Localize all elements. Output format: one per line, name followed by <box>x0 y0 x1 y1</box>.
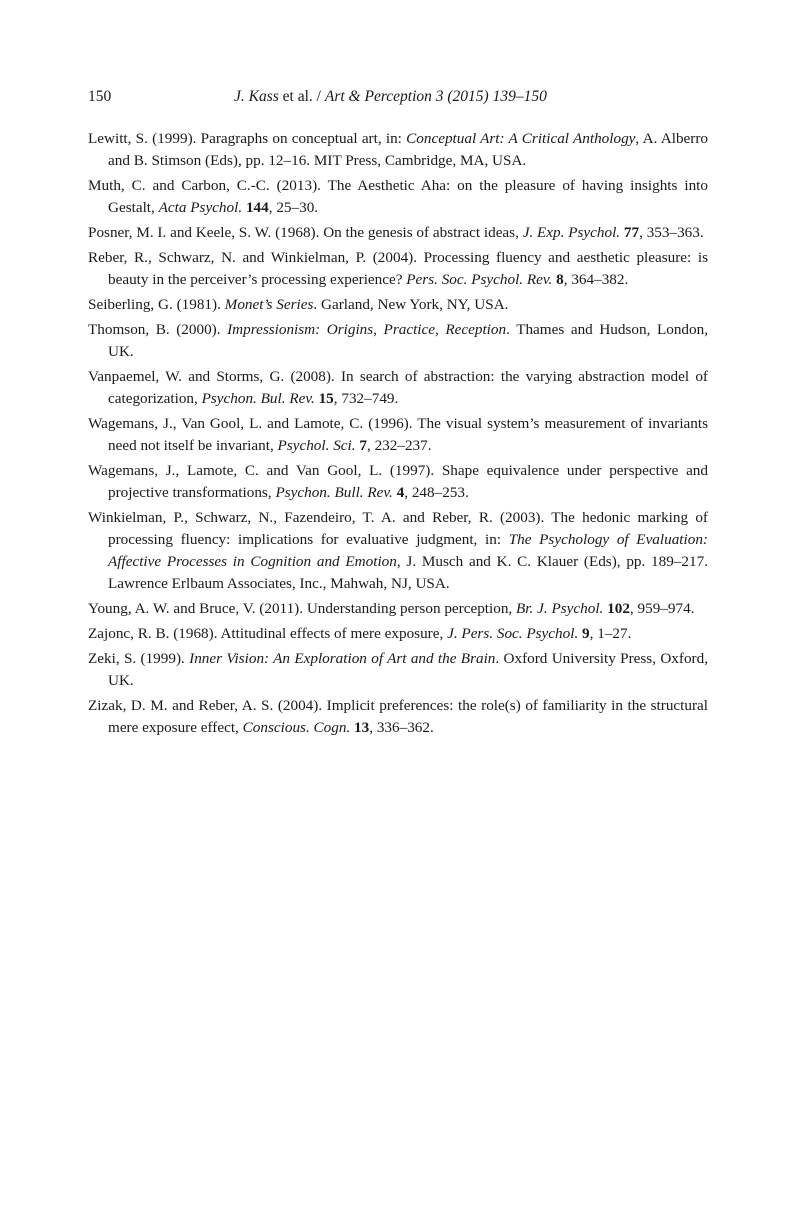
reference-journal: Br. J. Psychol. <box>516 600 604 617</box>
reference-pages: , 353–363. <box>639 224 704 241</box>
reference-text: Posner, M. I. and Keele, S. W. (1968). On the genesis of abstract ideas, <box>88 224 523 241</box>
journal-citation <box>234 86 547 108</box>
reference-text: , A. Alberro and B. Stimson (Eds), pp. 12–16. MIT Press, Cambridge, MA, USA. <box>108 130 709 169</box>
reference-text: Zizak, D. M. and Reber, A. S. (2004). Implicit preferences: the role(s) of familiarity in the structural mere exposure effect, <box>88 697 708 736</box>
reference-pages: , 732–749. <box>333 390 399 407</box>
reference-text: . Garland, New York, NY, USA. <box>313 296 509 313</box>
reference-pages: , 336–362. <box>369 719 434 736</box>
reference-text: , J. Musch and K. C. Klauer (Eds), pp. 189–217. Lawrence Erlbaum Associates, Inc., Mahwah, NJ, USA. <box>108 553 709 592</box>
reference-book-title: Inner Vision: An Exploration of Art and the Brain <box>189 650 496 667</box>
reference-journal: Psychon. Bull. Rev. <box>275 484 393 501</box>
reference-item <box>88 695 708 739</box>
reference-item <box>88 175 708 219</box>
reference-item <box>88 460 708 504</box>
reference-text: Zeki, S. (1999). <box>88 650 190 667</box>
reference-volume: 77 <box>623 224 640 241</box>
reference-item <box>88 413 708 457</box>
reference-book-title: The Psychology of Evaluation: Affective Processes in Cognition and Emotion <box>108 531 708 570</box>
reference-text: Young, A. W. and Bruce, V. (2011). Understanding person perception, <box>88 600 517 617</box>
reference-journal: J. Exp. Psychol. <box>522 224 621 241</box>
reference-text: . Oxford University Press, Oxford, UK. <box>108 650 708 689</box>
reference-text: Thomson, B. (2000). <box>88 321 228 338</box>
reference-journal: Psychon. Bul. Rev. <box>201 390 315 407</box>
reference-volume: 4 <box>396 484 405 501</box>
reference-text: Reber, R., Schwarz, N. and Winkielman, P. (2004). Processing fluency and aesthetic pleasure: is beauty in the perceiver’s processing experience? <box>88 249 708 288</box>
reference-book-title: Monet’s Series <box>224 296 314 313</box>
reference-journal: Acta Psychol. <box>158 199 243 216</box>
reference-text: Wagemans, J., Van Gool, L. and Lamote, C. (1996). The visual system’s measurement of invariants need not itself be invariant, <box>88 415 708 454</box>
reference-pages: , 232–237. <box>366 437 432 454</box>
reference-volume: 13 <box>354 719 370 736</box>
reference-pages: , 364–382. <box>563 271 629 288</box>
reference-pages: , 248–253. <box>404 484 469 501</box>
header-authors: J. Kass <box>234 88 279 105</box>
reference-book-title: Impressionism: Origins, Practice, Reception <box>227 321 507 338</box>
reference-item <box>88 319 708 363</box>
reference-item <box>88 294 708 316</box>
reference-text: Zajonc, R. B. (1968). Attitudinal effects of mere exposure, <box>88 625 448 642</box>
reference-text: Seiberling, G. (1981). <box>88 296 225 313</box>
reference-item <box>88 598 708 620</box>
reference-volume: 8 <box>556 271 564 288</box>
header-journal: Art & Perception 3 (2015) 139–150 <box>324 88 547 105</box>
reference-text: Wagemans, J., Lamote, C. and Van Gool, L. (1997). Shape equivalence under perspective and projective transformations, <box>88 462 708 501</box>
reference-text: Winkielman, P., Schwarz, N., Fazendeiro, T. A. and Reber, R. (2003). The hedonic marking of processing fluency: implications for evaluative judgment, in: <box>88 509 708 548</box>
reference-text: Vanpaemel, W. and Storms, G. (2008). In search of abstraction: the varying abstraction model of categorization, <box>88 368 708 407</box>
reference-volume: 15 <box>318 390 334 407</box>
reference-journal: J. Pers. Soc. Psychol. <box>447 625 579 642</box>
reference-item <box>88 648 708 692</box>
reference-journal: Conscious. Cogn. <box>242 719 351 736</box>
reference-item <box>88 247 708 291</box>
reference-item <box>88 128 708 172</box>
reference-text: Muth, C. and Carbon, C.-C. (2013). The Aesthetic Aha: on the pleasure of having insights into Gestalt, <box>88 177 708 216</box>
reference-volume: 7 <box>359 437 367 454</box>
page-number: 150 <box>88 88 112 105</box>
reference-text: . Thames and Hudson, London, UK. <box>108 321 709 360</box>
reference-journal: Pers. Soc. Psychol. Rev. <box>406 271 553 288</box>
reference-list <box>88 128 708 742</box>
reference-volume: 9 <box>582 625 590 642</box>
reference-item <box>88 222 708 244</box>
reference-pages: , 25–30. <box>268 199 319 216</box>
reference-volume: 102 <box>607 600 630 617</box>
reference-item <box>88 366 708 410</box>
reference-item <box>88 507 708 595</box>
reference-book-title: Conceptual Art: A Critical Anthology <box>406 130 636 147</box>
reference-pages: , 1–27. <box>589 625 632 642</box>
reference-text: Lewitt, S. (1999). Paragraphs on conceptual art, in: <box>88 130 407 147</box>
reference-item <box>88 623 708 645</box>
reference-pages: , 959–974. <box>629 600 695 617</box>
header-et-al: et al. / <box>278 88 325 105</box>
running-head <box>88 86 708 108</box>
reference-volume: 144 <box>245 199 269 216</box>
reference-journal: Psychol. Sci. <box>277 437 356 454</box>
